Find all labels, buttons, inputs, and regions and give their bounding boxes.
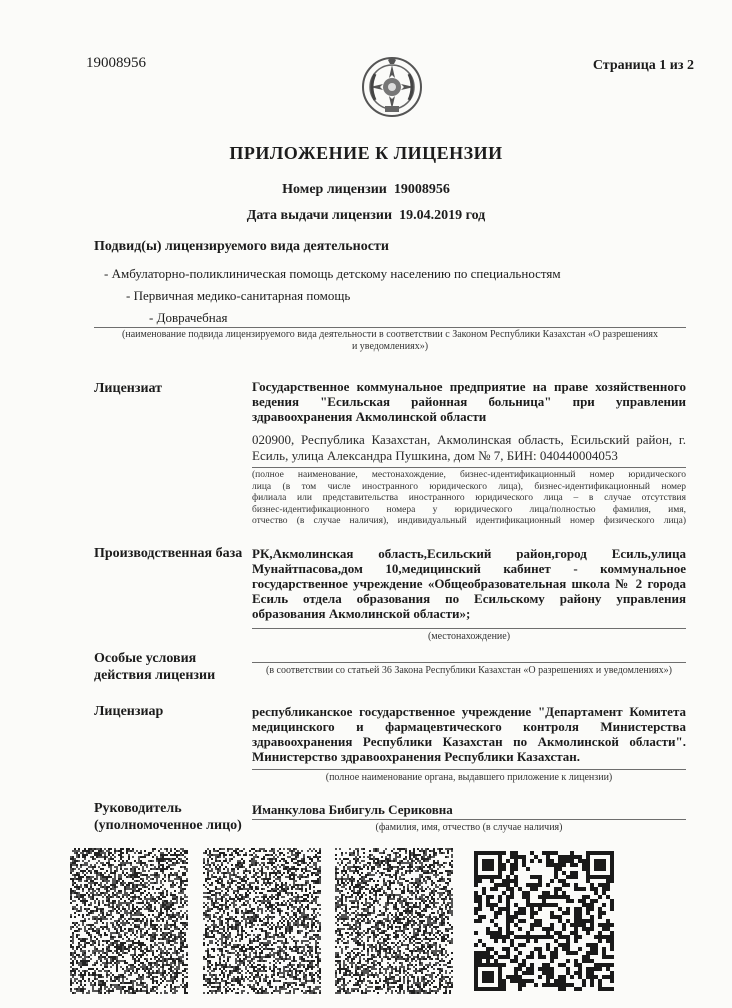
document-number: 19008956: [86, 55, 146, 71]
special-conditions-caption: (в соответствии со статьей 36 Закона Республики Казахстан «О разрешениях и уведомлениях»): [266, 665, 672, 676]
subtypes-heading: Подвид(ы) лицензируемого вида деятельности: [94, 239, 389, 254]
license-date-label: Дата выдачи лицензии: [246, 208, 393, 223]
license-date: 19.04.2019 год: [399, 208, 486, 223]
production-base-caption: (местонахождение): [427, 631, 511, 642]
page-title: ПРИЛОЖЕНИЕ К ЛИЦЕНЗИИ: [229, 143, 503, 163]
divider: [252, 662, 686, 663]
divider: [252, 467, 686, 468]
page-indicator: Страница 1 из 2: [592, 58, 694, 73]
qr-code-icon: [474, 851, 614, 991]
licensee-name: Государственное коммунальное предприятие на праве хозяйственного ведения "Есильская районная больница" при управлении здравоохранения Акмолинской области: [252, 379, 686, 424]
licensor-label: Лицензиар: [94, 704, 164, 719]
subtype-item: - Амбулаторно-поликлиническая помощь детскому населению по специальностям: [104, 266, 561, 281]
divider: [252, 769, 686, 770]
2d-barcode-icon: [335, 848, 453, 994]
license-number-label: Номер лицензии: [282, 182, 387, 197]
license-number: 19008956: [393, 182, 450, 197]
2d-barcode-icon: [203, 848, 321, 994]
licensee-label: Лицензиат: [94, 381, 163, 396]
2d-barcode-icon: [70, 848, 188, 994]
production-base-text: РК,Акмолинская область,Есильский район,город Есиль,улица Мунайтпасова,дом 10,медицинский кабинет - коммунальное государственное учреждение «Общеобразовательная школа № 2 города Есиль отдела образования по Есильскому району управления образования Акмолинской области»;: [252, 546, 686, 621]
licensor-caption: (полное наименование органа, выдавшего приложение к лицензии): [325, 772, 613, 783]
licensor-text: республиканское государственное учреждение "Департамент Комитета медицинского и фармацевтического контроля Министерства здравоохранения Республики Казахстан по Акмолинской области". Министерство здравоохранения Республики Казахстан.: [252, 704, 686, 764]
head-label: Руководитель (уполномоченное лицо): [94, 801, 242, 833]
license-number-line: [0, 182, 732, 198]
subtypes-caption: (наименование подвида лицензируемого вида деятельности в соответствии с Законом Республики Казахстан «О разрешениях и уведомлениях»): [122, 329, 658, 352]
subtype-item: - Доврачебная: [149, 310, 228, 325]
divider: [252, 819, 686, 820]
subtype-item: - Первичная медико-санитарная помощь: [126, 288, 351, 303]
license-date-line: [0, 208, 732, 224]
production-base-label: Производственная база: [94, 546, 243, 561]
divider: [252, 628, 686, 629]
head-name: Иманкулова Бибигуль Сериковна: [252, 802, 453, 817]
head-caption: (фамилия, имя, отчество (в случае наличия): [375, 822, 563, 833]
kazakhstan-emblem-icon: [361, 56, 423, 118]
licensee-address: 020900, Республика Казахстан, Акмолинская область, Есильский район, г. Есиль, улица Александра Пушкина, дом № 7, БИН: 040440004053: [252, 432, 686, 463]
special-conditions-label: Особые условия действия лицензии: [94, 651, 216, 683]
licensee-caption: (полное наименование, местонахождение, бизнес-идентификационный номер юридического лица (в том числе иностранного юридического лица), бизнес-идентификационный номер филиала или представительства иностранного юридического лица – в случае отсутствия бизнес-идентификационного номера у юридического лица/полностью фамилия, имя, отчество (в случае наличия), индивидуальный идентификационный номер физического лица): [252, 470, 686, 526]
divider: [94, 327, 686, 328]
